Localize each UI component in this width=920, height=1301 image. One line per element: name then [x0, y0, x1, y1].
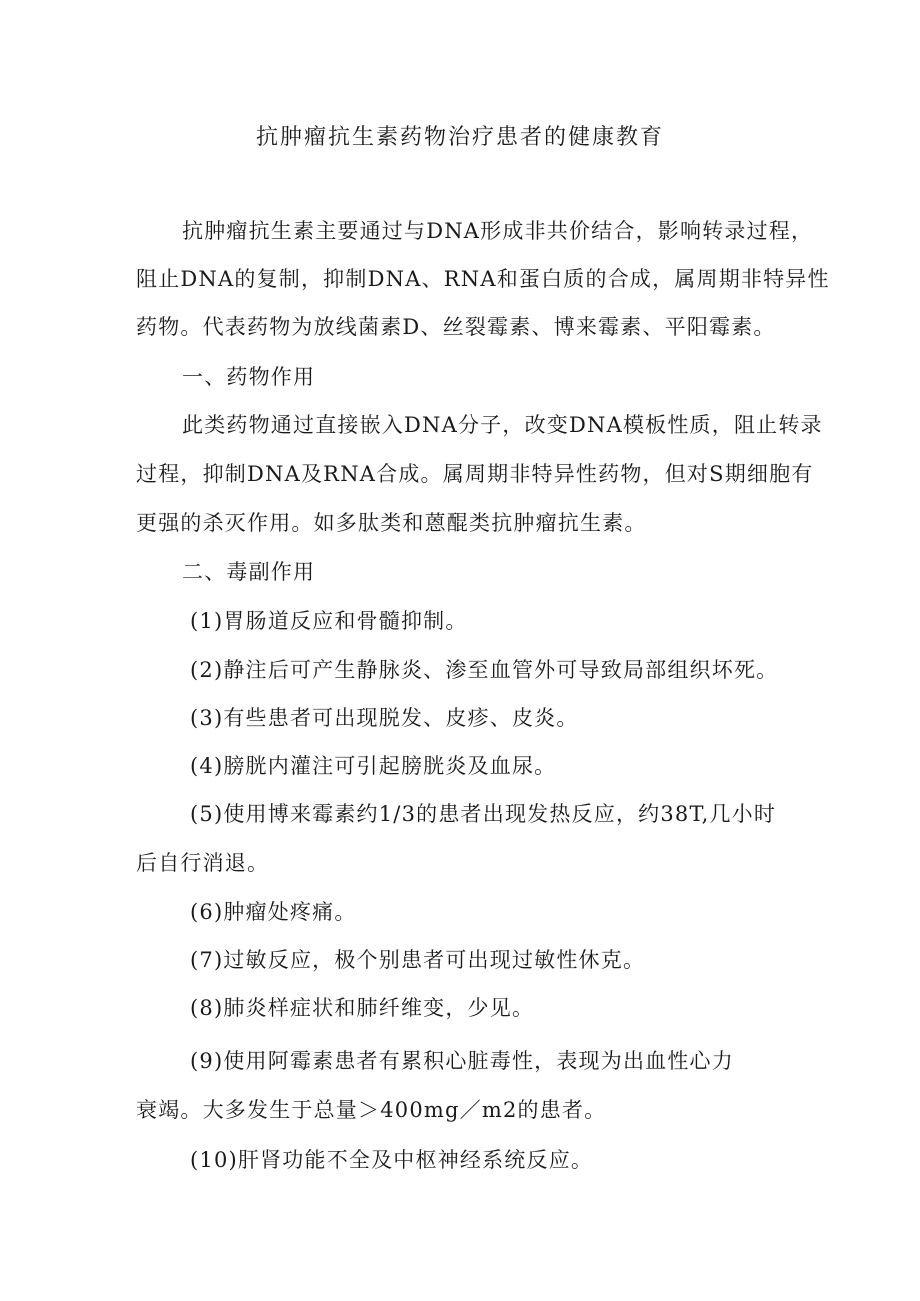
side-effect-item-9-line-1: (9)使用阿霉素患者有累积心脏毒性，表现为出血性心力: [190, 1049, 734, 1073]
intro-line-2: 阻止DNA的复制，抑制DNA、RNA和蛋白质的合成，属周期非特异性: [136, 267, 830, 291]
section-1-line-1: 此类药物通过直接嵌入DNA分子，改变DNA模板性质，阻止转录: [182, 413, 823, 437]
side-effect-item-5-line-2: 后自行消退。: [136, 851, 270, 875]
side-effect-item-1: (1)胃肠道反应和骨髓抑制。: [190, 609, 468, 633]
side-effect-item-5-line-1: (5)使用博来霉素约1/3的患者出现发热反应，约38T,几小时: [190, 802, 777, 826]
section-1-heading: 一、药物作用: [182, 365, 316, 389]
side-effect-item-2: (2)静注后可产生静脉炎、渗至血管外可导致局部组织坏死。: [190, 658, 779, 682]
side-effect-item-3: (3)有些患者可出现脱发、皮疹、皮炎。: [190, 706, 579, 730]
intro-line-1: 抗肿瘤抗生素主要通过与DNA形成非共价结合，影响转录过程，: [182, 219, 814, 243]
intro-line-3: 药物。代表药物为放线菌素D、丝裂霉素、博来霉素、平阳霉素。: [136, 315, 776, 339]
side-effect-item-4: (4)膀胱内灌注可引起膀胱炎及血尿。: [190, 754, 557, 778]
side-effect-item-6: (6)肿瘤处疼痛。: [190, 900, 357, 924]
section-2-heading: 二、毒副作用: [182, 560, 316, 584]
side-effect-item-10: (10)肝肾功能不全及中枢神经系统反应。: [190, 1148, 594, 1172]
side-effect-item-8: (8)肺炎样症状和肺纤维变，少见。: [190, 996, 535, 1020]
side-effect-item-7: (7)过敏反应，极个别患者可出现过敏性休克。: [190, 948, 646, 972]
section-1-line-3: 更强的杀灭作用。如多肽类和蒽醌类抗肿瘤抗生素。: [136, 511, 647, 535]
document-title: 抗肿瘤抗生素药物治疗患者的健康教育: [255, 125, 664, 150]
section-1-line-2: 过程，抑制DNA及RNA合成。属周期非特异性药物，但对S期细胞有: [136, 462, 814, 486]
side-effect-item-9-line-2: 衰竭。大多发生于总量＞400mg／m2的患者。: [136, 1098, 607, 1122]
